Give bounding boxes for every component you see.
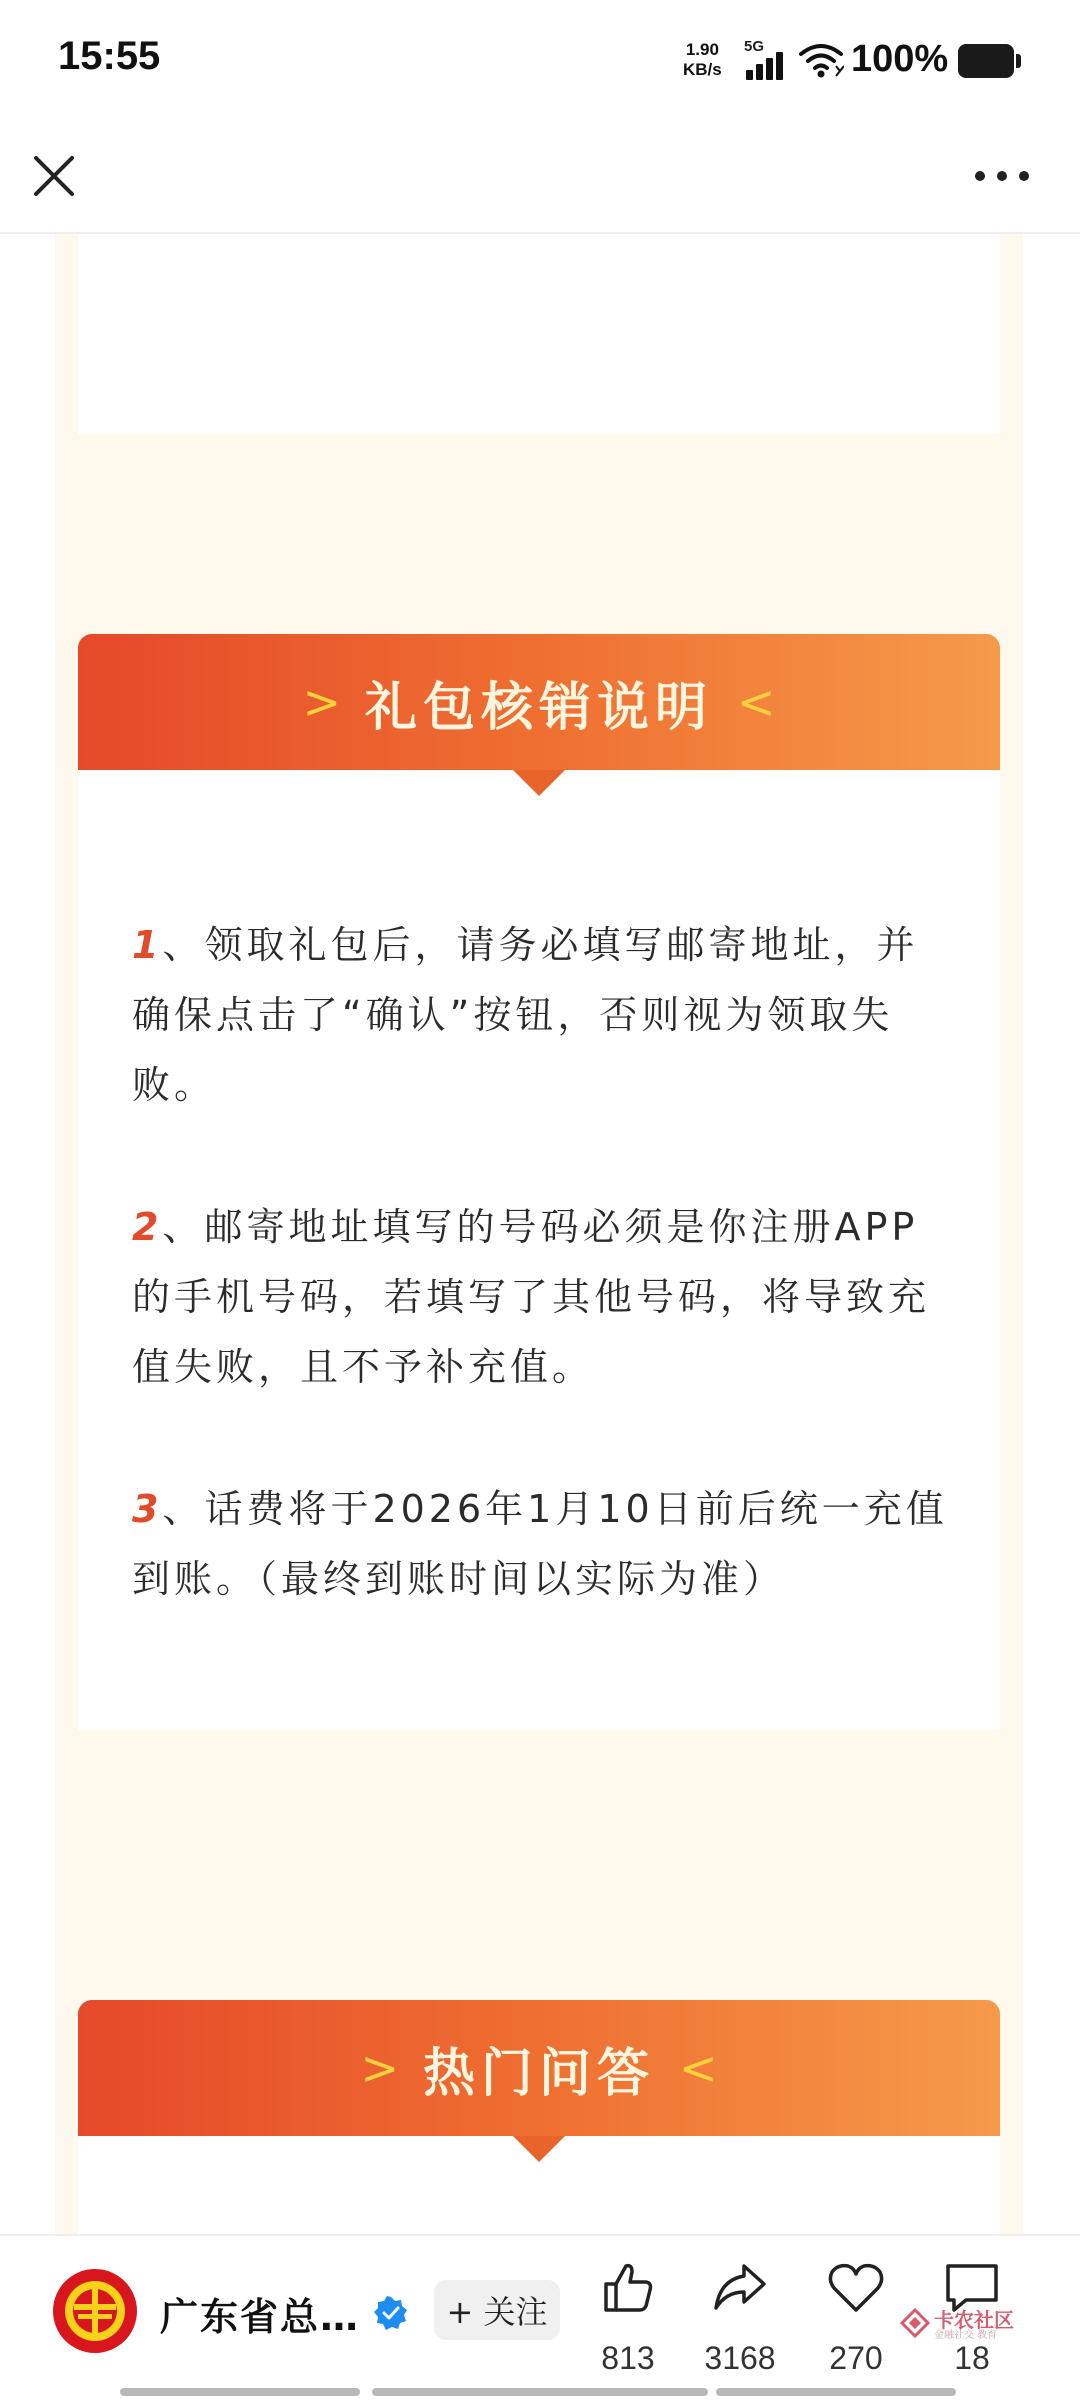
header-arrow-right: < <box>679 2041 718 2095</box>
header-notch <box>513 2136 565 2162</box>
instruction-item-3 <box>132 1474 952 1614</box>
network-speed-indicator <box>683 40 722 80</box>
net-speed-value: 1.90 <box>685 40 719 59</box>
share-icon <box>710 2258 770 2318</box>
item-text: 、领取礼包后，请务必填写邮寄地址，并确保点击了“确认”按钮，否则视为领取失败。 <box>132 923 919 1107</box>
watermark-text: 卡农社区 <box>934 2308 1014 2332</box>
hot-qa-title: 热门问答 <box>422 2043 655 2104</box>
share-button[interactable] <box>680 2258 800 2388</box>
item-number: 3 <box>132 1487 163 1531</box>
network-type-label: 5G <box>744 38 765 55</box>
gesture-bar-segment <box>716 2388 956 2396</box>
account-name[interactable]: 广东省总… <box>160 2295 361 2339</box>
wifi-icon <box>798 40 844 80</box>
favorite-count: 270 <box>829 2340 883 2376</box>
gesture-bar-segment <box>372 2388 708 2396</box>
article-content <box>0 234 1080 2234</box>
instruction-item-2 <box>132 1192 952 1402</box>
gesture-bar-segment <box>120 2388 360 2396</box>
gift-redemption-header <box>78 634 1000 770</box>
item-text: 、邮寄地址填写的号码必须是你注册APP的手机号码，若填写了其他号码，将导致充值失败，且不予补充值。 <box>132 1205 931 1389</box>
watermark-logo-icon <box>900 2308 930 2338</box>
bottom-action-bar <box>0 2234 1080 2402</box>
thumbs-up-icon <box>598 2258 658 2318</box>
instruction-item-1 <box>132 910 952 1120</box>
gift-redemption-title: 礼包核销说明 <box>364 677 713 738</box>
header-arrow-right: < <box>737 675 776 729</box>
item-text: 、话费将于2026年1月10日前后统一充值到账。（最终到账时间以实际为准） <box>132 1487 948 1601</box>
site-watermark <box>900 2304 1020 2344</box>
status-bar <box>0 0 1080 120</box>
like-count: 813 <box>601 2340 655 2376</box>
heart-icon <box>826 2258 886 2318</box>
header-arrow-left: > <box>302 675 341 729</box>
comment-count: 18 <box>954 2340 990 2376</box>
favorite-button[interactable] <box>796 2258 916 2388</box>
follow-button[interactable]: + 关注 <box>434 2280 560 2340</box>
top-navigation-bar <box>0 120 1080 234</box>
hot-qa-header <box>78 2000 1000 2136</box>
watermark-subtext: 金融社交 教育 <box>934 2330 998 2341</box>
battery-tip <box>1016 54 1021 68</box>
net-speed-unit: KB/s <box>683 60 722 79</box>
status-time: 15:55 <box>58 34 161 78</box>
like-button[interactable] <box>568 2258 688 2388</box>
item-number: 1 <box>132 923 163 967</box>
share-count: 3168 <box>704 2340 776 2376</box>
header-notch <box>513 770 565 796</box>
previous-card-bottom <box>78 234 1000 434</box>
account-avatar[interactable] <box>52 2268 138 2354</box>
battery-icon <box>958 44 1014 78</box>
more-options-icon[interactable] <box>970 150 1034 202</box>
verified-badge-icon <box>374 2296 408 2330</box>
header-arrow-left: > <box>360 2041 399 2095</box>
item-number: 2 <box>132 1205 163 1249</box>
battery-percent: 100% <box>851 38 949 80</box>
signal-strength-icon <box>744 40 790 80</box>
close-icon[interactable] <box>28 150 80 202</box>
